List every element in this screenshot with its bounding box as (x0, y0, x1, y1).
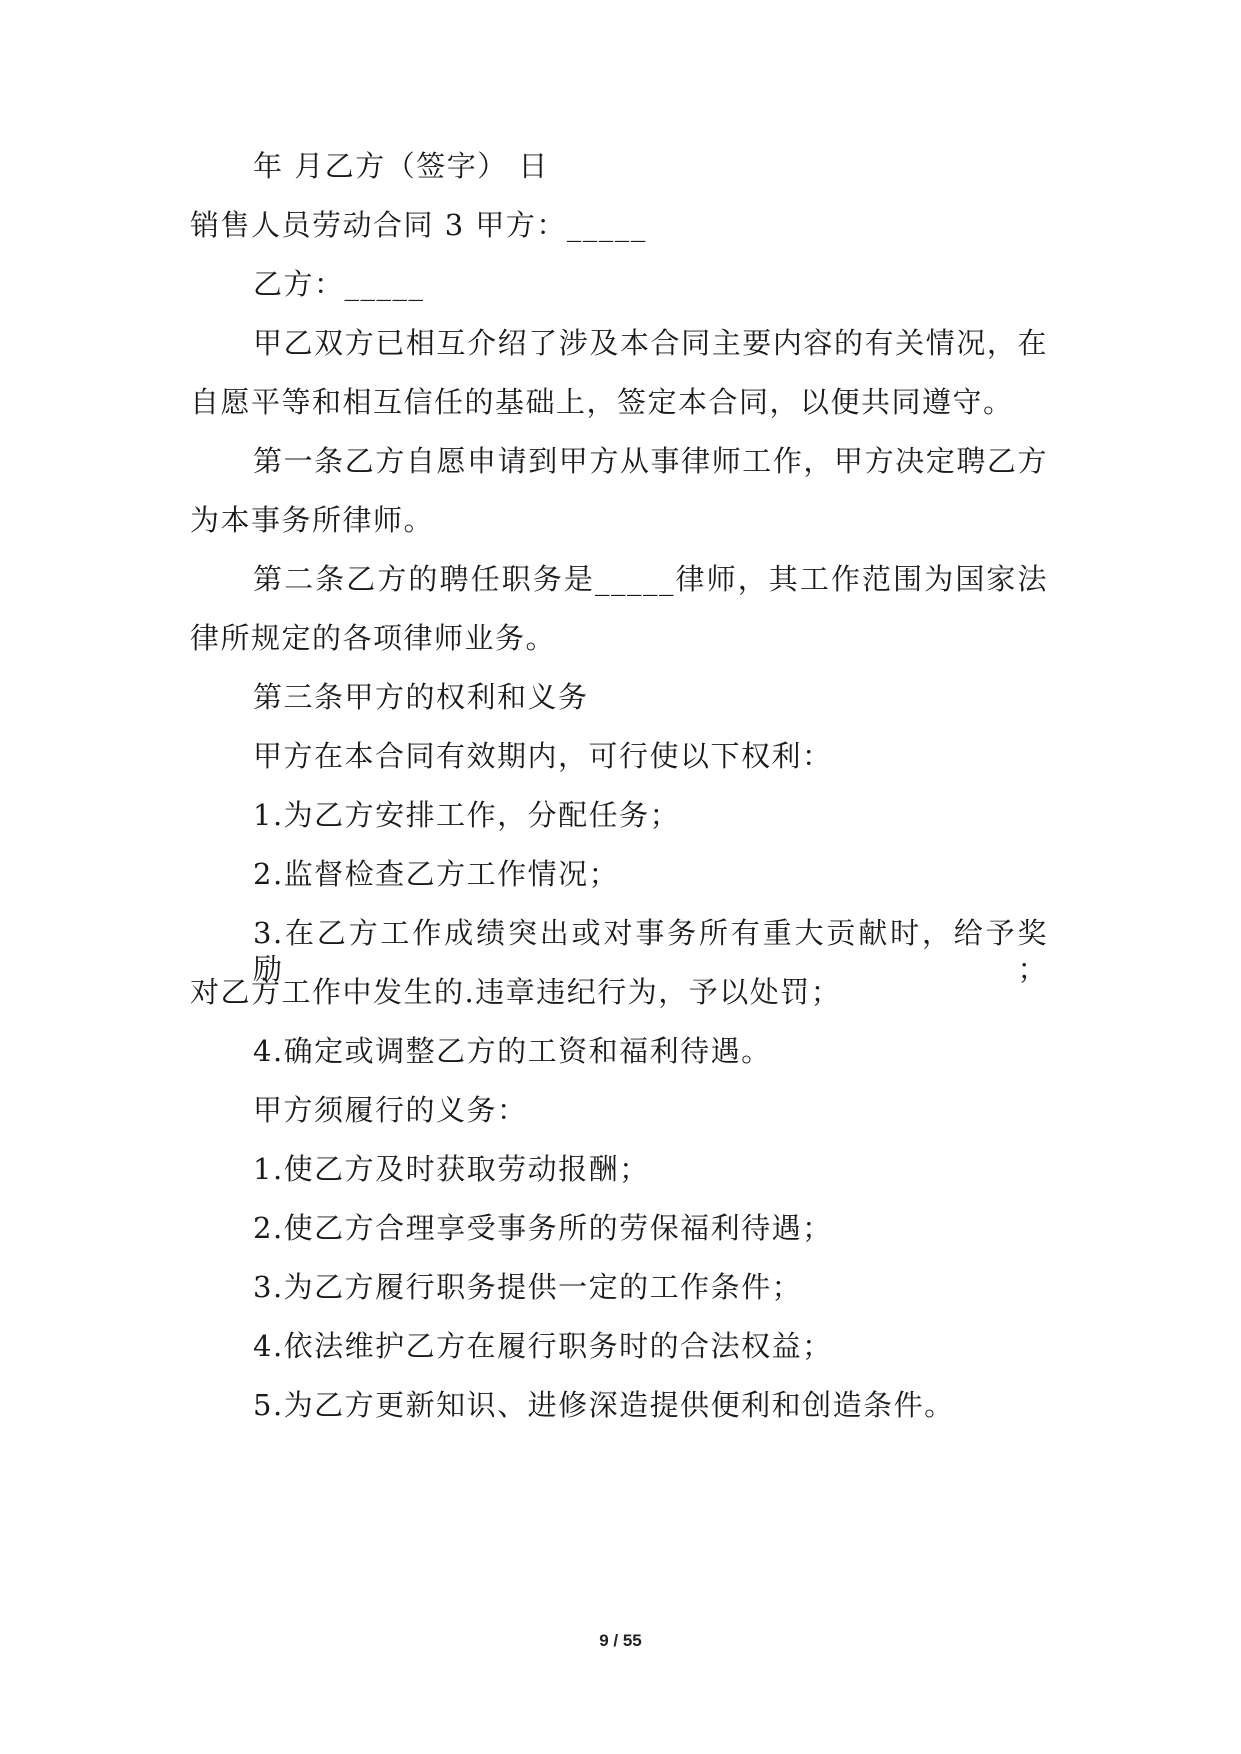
signature-date-line: 年 月乙方（签字） 日 (253, 149, 549, 183)
party-b-line: 乙方：_____ (253, 267, 425, 301)
paragraph-line: 甲方须履行的义务： (253, 1093, 528, 1127)
paragraph-line: 为本事务所律师。 (190, 503, 435, 537)
page-number: 9 / 55 (599, 1631, 642, 1650)
list-item: 4.确定或调整乙方的工资和福利待遇。 (253, 1034, 772, 1068)
paragraph-line: 甲乙双方已相互介绍了涉及本合同主要内容的有关情况，在 (253, 326, 1048, 360)
list-item: 1.使乙方及时获取劳动报酬； (253, 1152, 650, 1186)
paragraph-line: 第二条乙方的聘任职务是_____律师，其工作范围为国家法 (253, 562, 1048, 596)
list-item: 2.监督检查乙方工作情况； (253, 857, 620, 891)
list-item: 4.依法维护乙方在履行职务时的合法权益； (253, 1329, 833, 1363)
paragraph-line: 律所规定的各项律师业务。 (190, 621, 557, 655)
list-item: 3.为乙方履行职务提供一定的工作条件； (253, 1270, 803, 1304)
list-item: 1.为乙方安排工作，分配任务； (253, 798, 681, 832)
list-item-continuation: 对乙方工作中发生的.违章违纪行为，予以处罚； (190, 975, 842, 1009)
list-item: 2.使乙方合理享受事务所的劳保福利待遇； (253, 1211, 833, 1245)
paragraph-line: 甲方在本合同有效期内，可行使以下权利： (253, 739, 833, 773)
paragraph-line: 第一条乙方自愿申请到甲方从事律师工作，甲方决定聘乙方 (253, 444, 1048, 478)
list-item: 5.为乙方更新知识、进修深造提供便利和创造条件。 (253, 1388, 955, 1422)
contract-title-line: 销售人员劳动合同 3 甲方：_____ (190, 208, 647, 242)
section-heading: 第三条甲方的权利和义务 (253, 680, 589, 714)
paragraph-line: 自愿平等和相互信任的基础上，签定本合同，以便共同遵守。 (190, 385, 1014, 419)
list-item: 3.在乙方工作成绩突出或对事务所有重大贡献时，给予奖励； (253, 916, 1048, 986)
